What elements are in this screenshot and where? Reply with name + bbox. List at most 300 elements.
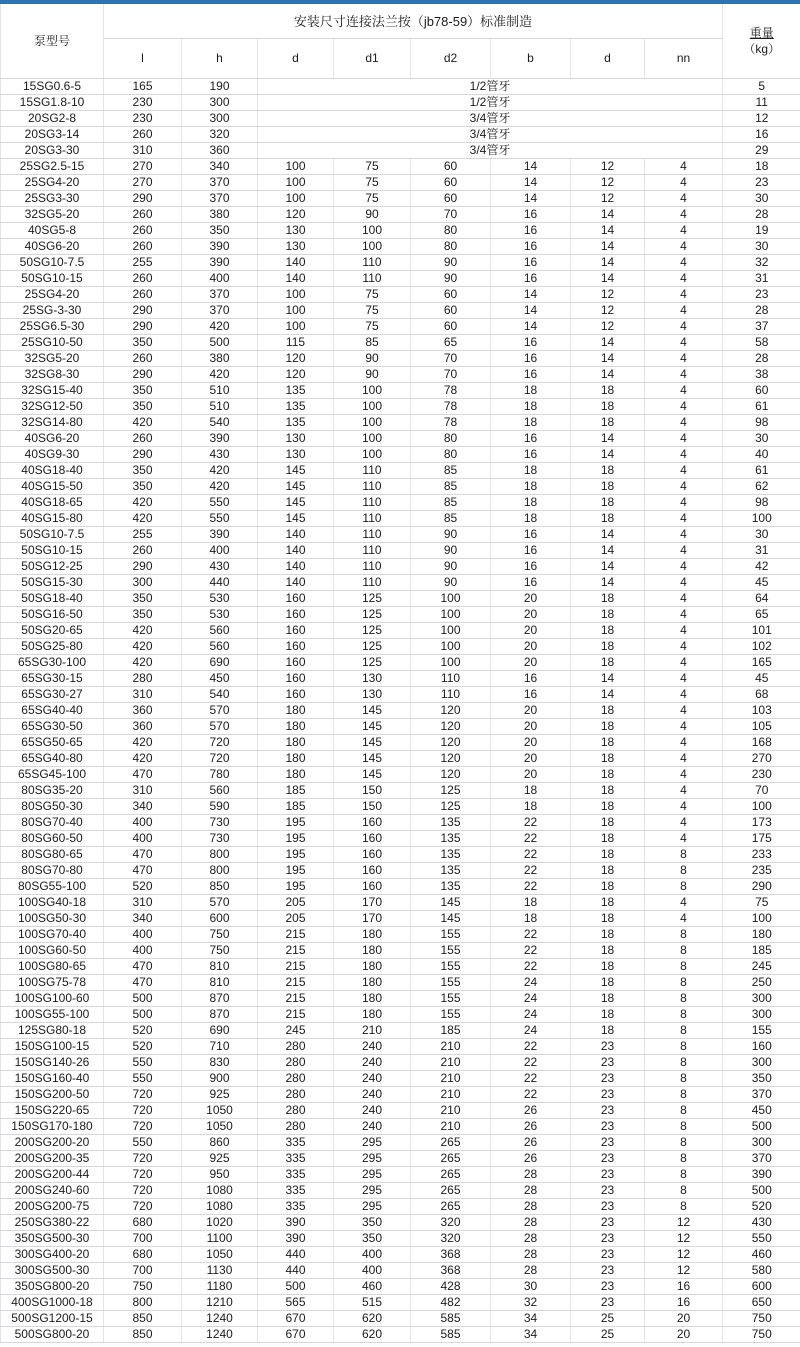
table-row xyxy=(1,222,800,238)
cell-l: 350 xyxy=(104,590,182,606)
cell-b: 20 xyxy=(491,638,571,654)
cell-l: 720 xyxy=(104,1102,182,1118)
table-row xyxy=(1,734,800,750)
cell-l: 290 xyxy=(104,366,182,382)
cell-d: 440 xyxy=(258,1246,334,1262)
cell-d1: 150 xyxy=(334,798,411,814)
cell-nn: 8 xyxy=(645,1150,723,1166)
cell-l: 350 xyxy=(104,398,182,414)
cell-l: 255 xyxy=(104,526,182,542)
cell-model: 300SG400-20 xyxy=(1,1246,104,1262)
cell-l: 260 xyxy=(104,206,182,222)
cell-model: 50SG18-40 xyxy=(1,590,104,606)
cell-d2: 85 xyxy=(411,510,491,526)
cell-d-bolt: 23 xyxy=(571,1102,645,1118)
cell-d2: 210 xyxy=(411,1102,491,1118)
cell-b: 22 xyxy=(491,1038,571,1054)
cell-l: 255 xyxy=(104,254,182,270)
cell-weight: 68 xyxy=(723,686,800,702)
cell-d1: 110 xyxy=(334,526,411,542)
cell-d2: 70 xyxy=(411,350,491,366)
cell-d2: 100 xyxy=(411,606,491,622)
cell-l: 260 xyxy=(104,542,182,558)
cell-d2: 320 xyxy=(411,1214,491,1230)
cell-weight: 100 xyxy=(723,798,800,814)
cell-d-bolt: 18 xyxy=(571,766,645,782)
cell-nn: 8 xyxy=(645,1102,723,1118)
cell-weight: 235 xyxy=(723,862,800,878)
cell-nn: 4 xyxy=(645,654,723,670)
cell-h: 400 xyxy=(182,270,258,286)
cell-d-bolt: 23 xyxy=(571,1294,645,1310)
cell-l: 550 xyxy=(104,1054,182,1070)
cell-model: 40SG6-20 xyxy=(1,430,104,446)
cell-nn: 12 xyxy=(645,1262,723,1278)
cell-b: 20 xyxy=(491,702,571,718)
cell-l: 260 xyxy=(104,350,182,366)
cell-d2: 90 xyxy=(411,526,491,542)
table-row xyxy=(1,430,800,446)
cell-d-bolt: 14 xyxy=(571,526,645,542)
cell-d: 280 xyxy=(258,1070,334,1086)
cell-d1: 125 xyxy=(334,590,411,606)
cell-d2: 125 xyxy=(411,782,491,798)
cell-l: 270 xyxy=(104,158,182,174)
cell-d: 335 xyxy=(258,1182,334,1198)
cell-d: 335 xyxy=(258,1134,334,1150)
cell-b: 28 xyxy=(491,1230,571,1246)
cell-l: 165 xyxy=(104,78,182,94)
cell-d: 335 xyxy=(258,1198,334,1214)
cell-model: 65SG45-100 xyxy=(1,766,104,782)
cell-d1: 100 xyxy=(334,238,411,254)
cell-nn: 8 xyxy=(645,958,723,974)
cell-weight: 165 xyxy=(723,654,800,670)
cell-weight: 45 xyxy=(723,670,800,686)
cell-d2: 120 xyxy=(411,750,491,766)
cell-l: 720 xyxy=(104,1198,182,1214)
cell-weight: 270 xyxy=(723,750,800,766)
cell-weight: 12 xyxy=(723,110,800,126)
cell-l: 230 xyxy=(104,110,182,126)
cell-h: 530 xyxy=(182,590,258,606)
cell-d: 670 xyxy=(258,1310,334,1326)
cell-nn: 16 xyxy=(645,1294,723,1310)
cell-d-bolt: 18 xyxy=(571,926,645,942)
cell-d: 160 xyxy=(258,622,334,638)
cell-nn: 12 xyxy=(645,1230,723,1246)
cell-weight: 370 xyxy=(723,1086,800,1102)
cell-nn: 8 xyxy=(645,846,723,862)
table-row xyxy=(1,1134,800,1150)
cell-model: 80SG80-65 xyxy=(1,846,104,862)
cell-model: 350SG500-30 xyxy=(1,1230,104,1246)
cell-d-bolt: 18 xyxy=(571,878,645,894)
cell-d-bolt: 23 xyxy=(571,1150,645,1166)
cell-l: 400 xyxy=(104,814,182,830)
cell-d1: 620 xyxy=(334,1326,411,1342)
cell-b: 22 xyxy=(491,862,571,878)
cell-h: 190 xyxy=(182,78,258,94)
cell-h: 390 xyxy=(182,238,258,254)
cell-weight: 155 xyxy=(723,1022,800,1038)
table-row xyxy=(1,894,800,910)
cell-d2: 100 xyxy=(411,590,491,606)
cell-d: 180 xyxy=(258,718,334,734)
table-row xyxy=(1,1278,800,1294)
cell-model: 250SG380-22 xyxy=(1,1214,104,1230)
cell-weight: 450 xyxy=(723,1102,800,1118)
cell-d: 160 xyxy=(258,686,334,702)
cell-nn: 4 xyxy=(645,366,723,382)
cell-d-bolt: 14 xyxy=(571,670,645,686)
cell-h: 870 xyxy=(182,990,258,1006)
cell-nn: 4 xyxy=(645,398,723,414)
cell-d1: 110 xyxy=(334,574,411,590)
cell-nn: 8 xyxy=(645,1070,723,1086)
cell-d-bolt: 18 xyxy=(571,1006,645,1022)
cell-nn: 4 xyxy=(645,414,723,430)
cell-b: 14 xyxy=(491,302,571,318)
cell-b: 24 xyxy=(491,974,571,990)
cell-d-bolt: 23 xyxy=(571,1086,645,1102)
cell-h: 370 xyxy=(182,174,258,190)
cell-d2: 155 xyxy=(411,1006,491,1022)
cell-b: 14 xyxy=(491,318,571,334)
cell-h: 1180 xyxy=(182,1278,258,1294)
cell-d: 140 xyxy=(258,254,334,270)
cell-model: 100SG75-78 xyxy=(1,974,104,990)
table-row xyxy=(1,190,800,206)
cell-d1: 90 xyxy=(334,206,411,222)
cell-h: 1050 xyxy=(182,1118,258,1134)
cell-model: 25SG6.5-30 xyxy=(1,318,104,334)
cell-model: 65SG30-50 xyxy=(1,718,104,734)
header-sub-d1: d1 xyxy=(334,38,411,78)
cell-d2: 265 xyxy=(411,1198,491,1214)
cell-weight: 290 xyxy=(723,878,800,894)
table-row xyxy=(1,1022,800,1038)
cell-d-bolt: 18 xyxy=(571,862,645,878)
cell-h: 560 xyxy=(182,782,258,798)
cell-l: 350 xyxy=(104,606,182,622)
cell-d2: 135 xyxy=(411,878,491,894)
header-weight-column[interactable] xyxy=(723,2,800,78)
cell-d1: 515 xyxy=(334,1294,411,1310)
cell-d2: 90 xyxy=(411,254,491,270)
cell-weight: 28 xyxy=(723,350,800,366)
table-row xyxy=(1,1086,800,1102)
cell-b: 16 xyxy=(491,254,571,270)
cell-d1: 180 xyxy=(334,926,411,942)
cell-d1: 145 xyxy=(334,750,411,766)
cell-model: 25SG-3-30 xyxy=(1,302,104,318)
cell-d2: 135 xyxy=(411,814,491,830)
cell-d: 180 xyxy=(258,766,334,782)
cell-nn: 8 xyxy=(645,1166,723,1182)
cell-h: 600 xyxy=(182,910,258,926)
cell-nn: 8 xyxy=(645,862,723,878)
cell-b: 34 xyxy=(491,1310,571,1326)
cell-weight: 105 xyxy=(723,718,800,734)
cell-d: 440 xyxy=(258,1262,334,1278)
cell-d1: 145 xyxy=(334,702,411,718)
cell-weight: 31 xyxy=(723,270,800,286)
cell-l: 420 xyxy=(104,622,182,638)
cell-d: 670 xyxy=(258,1326,334,1342)
table-row xyxy=(1,286,800,302)
cell-d-bolt: 18 xyxy=(571,494,645,510)
cell-d1: 160 xyxy=(334,846,411,862)
cell-nn: 4 xyxy=(645,270,723,286)
cell-b: 26 xyxy=(491,1150,571,1166)
cell-b: 26 xyxy=(491,1118,571,1134)
cell-nn: 8 xyxy=(645,1118,723,1134)
cell-d-bolt: 14 xyxy=(571,430,645,446)
cell-b: 18 xyxy=(491,894,571,910)
cell-l: 680 xyxy=(104,1214,182,1230)
cell-d: 140 xyxy=(258,542,334,558)
cell-weight: 11 xyxy=(723,94,800,110)
cell-d1: 100 xyxy=(334,430,411,446)
cell-d: 100 xyxy=(258,318,334,334)
cell-model: 350SG800-20 xyxy=(1,1278,104,1294)
table-row xyxy=(1,910,800,926)
cell-model: 20SG3-14 xyxy=(1,126,104,142)
cell-d1: 295 xyxy=(334,1150,411,1166)
cell-nn: 4 xyxy=(645,542,723,558)
cell-l: 420 xyxy=(104,414,182,430)
cell-d-bolt: 18 xyxy=(571,718,645,734)
cell-weight: 173 xyxy=(723,814,800,830)
cell-d-bolt: 18 xyxy=(571,894,645,910)
cell-l: 340 xyxy=(104,910,182,926)
cell-l: 750 xyxy=(104,1278,182,1294)
cell-model: 20SG2-8 xyxy=(1,110,104,126)
header-model-column: 泵型号 xyxy=(1,2,104,78)
cell-h: 810 xyxy=(182,958,258,974)
cell-d1: 110 xyxy=(334,478,411,494)
table-row xyxy=(1,382,800,398)
cell-d-bolt: 14 xyxy=(571,334,645,350)
table-row xyxy=(1,510,800,526)
cell-b: 18 xyxy=(491,510,571,526)
cell-weight: 5 xyxy=(723,78,800,94)
cell-nn: 8 xyxy=(645,1086,723,1102)
cell-weight: 750 xyxy=(723,1310,800,1326)
table-row xyxy=(1,334,800,350)
table-row xyxy=(1,830,800,846)
cell-nn: 4 xyxy=(645,286,723,302)
cell-b: 16 xyxy=(491,206,571,222)
cell-d-bolt: 18 xyxy=(571,910,645,926)
weight-unit-label: （kg） xyxy=(743,41,781,56)
cell-h: 830 xyxy=(182,1054,258,1070)
cell-model: 200SG240-60 xyxy=(1,1182,104,1198)
cell-d2: 85 xyxy=(411,494,491,510)
cell-nn: 4 xyxy=(645,670,723,686)
cell-d1: 110 xyxy=(334,270,411,286)
cell-b: 22 xyxy=(491,878,571,894)
cell-model: 50SG25-80 xyxy=(1,638,104,654)
cell-b: 18 xyxy=(491,382,571,398)
cell-nn: 20 xyxy=(645,1326,723,1342)
cell-d2: 155 xyxy=(411,958,491,974)
cell-l: 310 xyxy=(104,894,182,910)
cell-h: 720 xyxy=(182,750,258,766)
cell-b: 22 xyxy=(491,846,571,862)
cell-d1: 240 xyxy=(334,1102,411,1118)
table-row xyxy=(1,1246,800,1262)
cell-d-bolt: 23 xyxy=(571,1278,645,1294)
cell-d1: 90 xyxy=(334,350,411,366)
cell-d1: 90 xyxy=(334,366,411,382)
cell-l: 420 xyxy=(104,734,182,750)
cell-d1: 240 xyxy=(334,1038,411,1054)
cell-b: 16 xyxy=(491,558,571,574)
cell-b: 18 xyxy=(491,910,571,926)
cell-d1: 100 xyxy=(334,414,411,430)
cell-l: 850 xyxy=(104,1326,182,1342)
cell-nn: 4 xyxy=(645,254,723,270)
cell-nn: 16 xyxy=(645,1278,723,1294)
cell-weight: 650 xyxy=(723,1294,800,1310)
cell-nn: 4 xyxy=(645,830,723,846)
cell-weight: 98 xyxy=(723,494,800,510)
cell-d-bolt: 18 xyxy=(571,830,645,846)
cell-d: 335 xyxy=(258,1150,334,1166)
cell-d2: 368 xyxy=(411,1246,491,1262)
cell-d: 145 xyxy=(258,510,334,526)
cell-d2: 90 xyxy=(411,270,491,286)
cell-weight: 300 xyxy=(723,1054,800,1070)
table-row xyxy=(1,110,800,126)
header-sub-l: l xyxy=(104,38,182,78)
cell-d1: 130 xyxy=(334,670,411,686)
cell-d: 215 xyxy=(258,1006,334,1022)
cell-h: 1210 xyxy=(182,1294,258,1310)
cell-d1: 110 xyxy=(334,494,411,510)
cell-model: 65SG40-40 xyxy=(1,702,104,718)
cell-weight: 175 xyxy=(723,830,800,846)
cell-d: 130 xyxy=(258,238,334,254)
cell-model: 300SG500-30 xyxy=(1,1262,104,1278)
cell-pipe-thread-span: 3/4管牙 xyxy=(258,110,723,126)
cell-d-bolt: 23 xyxy=(571,1214,645,1230)
cell-model: 40SG15-80 xyxy=(1,510,104,526)
cell-b: 16 xyxy=(491,430,571,446)
table-row xyxy=(1,974,800,990)
cell-d-bolt: 23 xyxy=(571,1070,645,1086)
cell-d-bolt: 14 xyxy=(571,270,645,286)
cell-nn: 8 xyxy=(645,990,723,1006)
cell-model: 40SG18-65 xyxy=(1,494,104,510)
cell-model: 200SG200-75 xyxy=(1,1198,104,1214)
cell-d-bolt: 25 xyxy=(571,1326,645,1342)
cell-weight: 16 xyxy=(723,126,800,142)
cell-nn: 8 xyxy=(645,1038,723,1054)
cell-weight: 28 xyxy=(723,302,800,318)
cell-l: 470 xyxy=(104,846,182,862)
cell-d-bolt: 18 xyxy=(571,398,645,414)
cell-model: 32SG8-30 xyxy=(1,366,104,382)
cell-l: 290 xyxy=(104,190,182,206)
cell-b: 26 xyxy=(491,1102,571,1118)
cell-nn: 4 xyxy=(645,494,723,510)
cell-model: 150SG140-26 xyxy=(1,1054,104,1070)
cell-h: 690 xyxy=(182,1022,258,1038)
cell-b: 16 xyxy=(491,686,571,702)
cell-h: 300 xyxy=(182,94,258,110)
header-sub-d2: d2 xyxy=(411,38,491,78)
cell-d-bolt: 18 xyxy=(571,814,645,830)
cell-nn: 4 xyxy=(645,462,723,478)
cell-weight: 580 xyxy=(723,1262,800,1278)
cell-d: 140 xyxy=(258,574,334,590)
cell-h: 1080 xyxy=(182,1198,258,1214)
cell-model: 50SG20-65 xyxy=(1,622,104,638)
cell-d: 145 xyxy=(258,494,334,510)
cell-h: 720 xyxy=(182,734,258,750)
cell-d: 195 xyxy=(258,830,334,846)
cell-d-bolt: 18 xyxy=(571,990,645,1006)
cell-l: 400 xyxy=(104,830,182,846)
cell-model: 100SG100-60 xyxy=(1,990,104,1006)
cell-d1: 160 xyxy=(334,862,411,878)
cell-h: 925 xyxy=(182,1086,258,1102)
cell-d2: 265 xyxy=(411,1166,491,1182)
cell-l: 350 xyxy=(104,478,182,494)
cell-b: 16 xyxy=(491,222,571,238)
table-row xyxy=(1,478,800,494)
table-row xyxy=(1,766,800,782)
cell-model: 20SG3-30 xyxy=(1,142,104,158)
cell-d1: 350 xyxy=(334,1214,411,1230)
cell-d2: 185 xyxy=(411,1022,491,1038)
cell-h: 590 xyxy=(182,798,258,814)
cell-d1: 110 xyxy=(334,510,411,526)
cell-weight: 245 xyxy=(723,958,800,974)
cell-b: 16 xyxy=(491,270,571,286)
cell-model: 25SG10-50 xyxy=(1,334,104,350)
cell-model: 40SG15-50 xyxy=(1,478,104,494)
cell-model: 65SG40-80 xyxy=(1,750,104,766)
cell-model: 200SG200-35 xyxy=(1,1150,104,1166)
weight-label-link[interactable]: 重量 xyxy=(749,25,774,40)
cell-d: 130 xyxy=(258,446,334,462)
cell-d2: 100 xyxy=(411,638,491,654)
cell-nn: 4 xyxy=(645,814,723,830)
cell-d1: 160 xyxy=(334,878,411,894)
table-row xyxy=(1,494,800,510)
cell-d2: 428 xyxy=(411,1278,491,1294)
table-row xyxy=(1,126,800,142)
cell-h: 730 xyxy=(182,830,258,846)
table-row xyxy=(1,686,800,702)
cell-h: 380 xyxy=(182,206,258,222)
header-sub-d: d xyxy=(258,38,334,78)
cell-d1: 295 xyxy=(334,1182,411,1198)
cell-h: 420 xyxy=(182,462,258,478)
cell-nn: 4 xyxy=(645,334,723,350)
cell-model: 500SG800-20 xyxy=(1,1326,104,1342)
cell-model: 65SG30-27 xyxy=(1,686,104,702)
cell-d-bolt: 12 xyxy=(571,190,645,206)
cell-d: 195 xyxy=(258,878,334,894)
cell-l: 310 xyxy=(104,686,182,702)
cell-nn: 4 xyxy=(645,750,723,766)
table-row xyxy=(1,958,800,974)
